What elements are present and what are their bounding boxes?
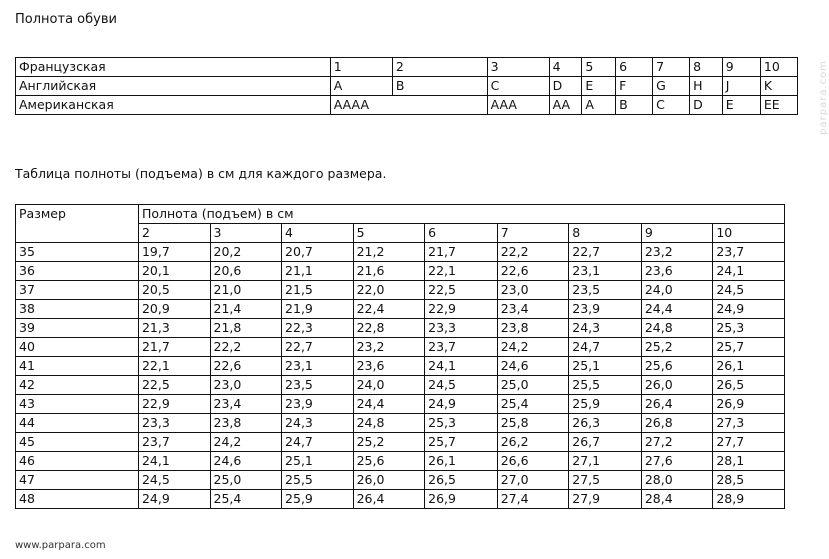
value-cell: 20,6 [210,262,282,281]
value-cell: 23,2 [353,338,425,357]
value-cell: 26,9 [713,395,785,414]
value-cell: 27,1 [569,452,642,471]
value-cell: 28,4 [641,490,713,509]
value-cell: 22,8 [353,319,425,338]
size-cell: 48 [16,490,139,509]
fit-cell: C [653,96,690,115]
value-cell: 25,3 [713,319,785,338]
value-cell: 26,9 [425,490,498,509]
size-header: Размер [16,205,139,243]
value-cell: 24,3 [569,319,642,338]
fit-cell: 2 [392,58,487,77]
value-cell: 24,1 [138,452,210,471]
fit-cell: G [653,77,690,96]
value-cell: 23,0 [210,376,282,395]
fit-cell: 10 [760,58,797,77]
value-cell: 21,0 [210,281,282,300]
value-cell: 21,3 [138,319,210,338]
size-table-body [16,243,785,509]
size-width-table [15,204,785,509]
value-cell: 27,0 [497,471,569,490]
value-cell: 25,6 [353,452,425,471]
value-cell: 27,7 [713,433,785,452]
value-cell: 24,0 [641,281,713,300]
value-cell: 26,0 [641,376,713,395]
value-cell: 26,3 [569,414,642,433]
fit-cell: AAA [487,96,549,115]
value-cell: 26,1 [425,452,498,471]
value-cell: 25,6 [641,357,713,376]
value-cell: 24,6 [497,357,569,376]
value-cell: 22,5 [425,281,498,300]
value-cell: 24,2 [497,338,569,357]
table-row [16,262,785,281]
table-row [16,433,785,452]
size-table-header [16,205,785,224]
width-header-cell: 10 [713,224,785,243]
size-cell: 42 [16,376,139,395]
value-cell: 20,1 [138,262,210,281]
table-row [16,452,785,471]
fit-cell: 3 [487,58,549,77]
value-cell: 24,8 [353,414,425,433]
value-cell: 26,1 [713,357,785,376]
value-cell: 21,1 [282,262,354,281]
table-row [16,376,785,395]
value-cell: 23,9 [569,300,642,319]
value-cell: 23,6 [353,357,425,376]
fit-row-french [16,58,798,77]
value-cell: 21,6 [353,262,425,281]
value-cell: 20,5 [138,281,210,300]
value-cell: 23,4 [210,395,282,414]
value-cell: 25,5 [569,376,642,395]
fit-cell: EE [760,96,797,115]
value-cell: 24,4 [353,395,425,414]
table-row [16,281,785,300]
fit-cell: 5 [582,58,616,77]
value-cell: 21,7 [138,338,210,357]
value-cell: 26,8 [641,414,713,433]
value-cell: 22,1 [138,357,210,376]
value-cell: 23,3 [425,319,498,338]
value-cell: 25,1 [282,452,354,471]
table-row [16,490,785,509]
fit-cell: E [722,96,760,115]
value-cell: 23,1 [282,357,354,376]
value-cell: 24,3 [282,414,354,433]
fit-cell: A [330,77,392,96]
value-cell: 21,8 [210,319,282,338]
value-cell: 28,0 [641,471,713,490]
value-cell: 25,5 [282,471,354,490]
value-cell: 24,5 [138,471,210,490]
fit-cell: AAAA [330,96,487,115]
value-cell: 22,4 [353,300,425,319]
value-cell: 25,7 [425,433,498,452]
size-cell: 47 [16,471,139,490]
value-cell: 23,7 [138,433,210,452]
value-cell: 24,4 [641,300,713,319]
value-cell: 20,7 [282,243,354,262]
value-cell: 25,8 [497,414,569,433]
value-cell: 24,1 [713,262,785,281]
value-cell: 27,3 [713,414,785,433]
value-cell: 24,5 [713,281,785,300]
value-cell: 27,4 [497,490,569,509]
size-cell: 35 [16,243,139,262]
size-cell: 44 [16,414,139,433]
value-cell: 24,6 [210,452,282,471]
value-cell: 26,6 [497,452,569,471]
fit-row-english [16,77,798,96]
value-cell: 25,1 [569,357,642,376]
width-header-cell: 6 [425,224,498,243]
value-cell: 19,7 [138,243,210,262]
value-cell: 22,1 [425,262,498,281]
width-header-cell: 5 [353,224,425,243]
value-cell: 26,4 [353,490,425,509]
fit-label: Американская [16,96,331,115]
value-cell: 22,6 [210,357,282,376]
value-cell: 24,5 [425,376,498,395]
value-cell: 25,0 [210,471,282,490]
value-cell: 23,2 [641,243,713,262]
value-cell: 26,2 [497,433,569,452]
value-cell: 24,0 [353,376,425,395]
size-cell: 46 [16,452,139,471]
value-cell: 24,7 [569,338,642,357]
value-cell: 26,7 [569,433,642,452]
value-cell: 23,4 [497,300,569,319]
value-cell: 25,2 [353,433,425,452]
fit-cell: 8 [690,58,723,77]
value-cell: 27,6 [641,452,713,471]
value-cell: 23,3 [138,414,210,433]
value-cell: 27,9 [569,490,642,509]
value-cell: 25,9 [569,395,642,414]
table-row [16,243,785,262]
fit-cell: AA [549,96,582,115]
fit-cell: D [690,96,723,115]
size-cell: 36 [16,262,139,281]
table-row [16,357,785,376]
value-cell: 26,5 [425,471,498,490]
value-cell: 27,5 [569,471,642,490]
value-cell: 22,0 [353,281,425,300]
value-cell: 23,6 [641,262,713,281]
fit-cell: J [722,77,760,96]
table-row [16,471,785,490]
size-cell: 45 [16,433,139,452]
fit-cell: D [549,77,582,96]
fit-conversion-table [15,57,798,115]
value-cell: 25,3 [425,414,498,433]
fit-cell: 4 [549,58,582,77]
value-cell: 27,2 [641,433,713,452]
width-header-cell: 8 [569,224,642,243]
value-cell: 22,9 [425,300,498,319]
watermark: parpara.com [818,60,829,135]
value-cell: 24,7 [282,433,354,452]
width-header-cell: 9 [641,224,713,243]
value-cell: 23,7 [713,243,785,262]
value-cell: 24,1 [425,357,498,376]
fit-cell: 1 [330,58,392,77]
fit-cell: E [582,77,616,96]
value-cell: 24,8 [641,319,713,338]
fit-cell: F [616,77,653,96]
table-row [16,395,785,414]
value-cell: 23,8 [210,414,282,433]
value-cell: 26,4 [641,395,713,414]
width-header-cell: 3 [210,224,282,243]
value-cell: 28,5 [713,471,785,490]
value-cell: 23,8 [497,319,569,338]
fit-cell: K [760,77,797,96]
value-cell: 22,6 [497,262,569,281]
value-cell: 25,7 [713,338,785,357]
value-cell: 23,0 [497,281,569,300]
value-cell: 20,9 [138,300,210,319]
value-cell: 25,4 [497,395,569,414]
value-cell: 23,5 [569,281,642,300]
size-table-caption: Таблица полноты (подъема) в см для каждого размера. [15,166,387,181]
size-cell: 37 [16,281,139,300]
value-cell: 21,4 [210,300,282,319]
value-cell: 26,5 [713,376,785,395]
fit-cell: 7 [653,58,690,77]
size-cell: 39 [16,319,139,338]
value-cell: 22,2 [210,338,282,357]
table-row [16,338,785,357]
fit-label: Французская [16,58,331,77]
fit-cell: 6 [616,58,653,77]
size-cell: 40 [16,338,139,357]
value-cell: 23,1 [569,262,642,281]
page-title: Полнота обуви [15,12,117,27]
footer-url: www.parpara.com [15,540,106,551]
fit-cell: 9 [722,58,760,77]
width-group-header: Полнота (подъем) в см [138,205,784,224]
value-cell: 21,5 [282,281,354,300]
value-cell: 25,9 [282,490,354,509]
value-cell: 24,9 [713,300,785,319]
fit-cell: B [616,96,653,115]
value-cell: 22,3 [282,319,354,338]
value-cell: 23,7 [425,338,498,357]
table-row [16,300,785,319]
value-cell: 23,5 [282,376,354,395]
fit-cell: B [392,77,487,96]
fit-row-american [16,96,798,115]
value-cell: 22,5 [138,376,210,395]
value-cell: 22,7 [282,338,354,357]
value-cell: 28,9 [713,490,785,509]
value-cell: 25,0 [497,376,569,395]
value-cell: 21,7 [425,243,498,262]
value-cell: 25,2 [641,338,713,357]
width-header-cell: 4 [282,224,354,243]
value-cell: 24,2 [210,433,282,452]
size-cell: 43 [16,395,139,414]
value-cell: 25,4 [210,490,282,509]
table-row [16,414,785,433]
value-cell: 24,9 [425,395,498,414]
fit-label: Английская [16,77,331,96]
fit-cell: H [690,77,723,96]
size-cell: 41 [16,357,139,376]
value-cell: 21,9 [282,300,354,319]
value-cell: 22,7 [569,243,642,262]
table-row [16,319,785,338]
value-cell: 23,9 [282,395,354,414]
width-header-cell: 7 [497,224,569,243]
value-cell: 28,1 [713,452,785,471]
value-cell: 26,0 [353,471,425,490]
value-cell: 22,2 [497,243,569,262]
fit-cell: C [487,77,549,96]
value-cell: 22,9 [138,395,210,414]
value-cell: 24,9 [138,490,210,509]
fit-cell: A [582,96,616,115]
size-cell: 38 [16,300,139,319]
value-cell: 21,2 [353,243,425,262]
value-cell: 20,2 [210,243,282,262]
width-header-cell: 2 [138,224,210,243]
